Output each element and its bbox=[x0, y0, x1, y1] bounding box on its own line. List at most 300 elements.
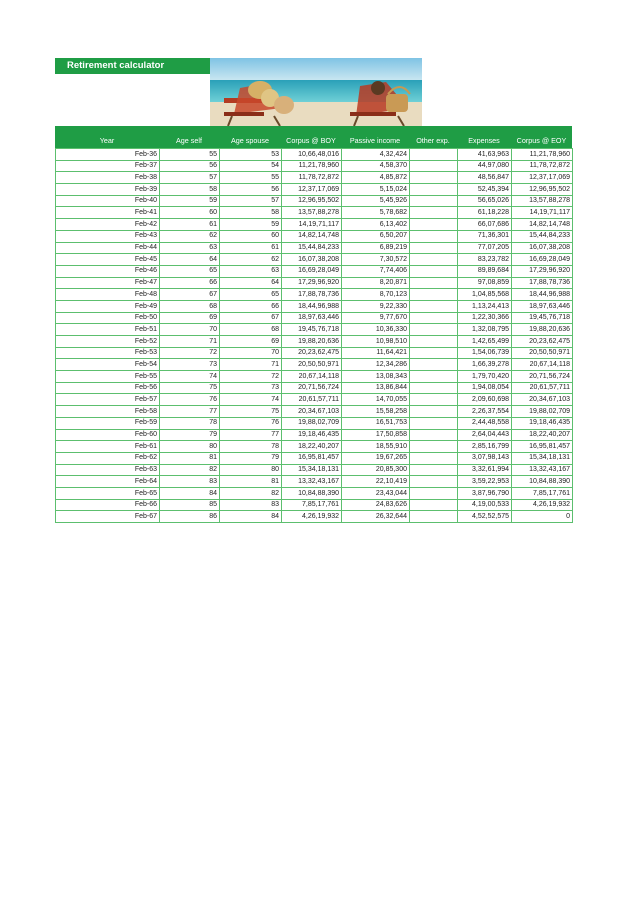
cell-corpus-eoy: 13,57,88,278 bbox=[512, 195, 573, 207]
cell-other-exp bbox=[410, 160, 458, 172]
cell-corpus-boy: 18,44,96,988 bbox=[282, 300, 342, 312]
cell-year: Feb-36 bbox=[56, 149, 160, 161]
table-row bbox=[56, 312, 573, 324]
cell-corpus-eoy: 15,44,84,233 bbox=[512, 230, 573, 242]
cell-other-exp bbox=[410, 195, 458, 207]
cell-passive-income: 9,77,670 bbox=[342, 312, 410, 324]
cell-age-self: 74 bbox=[160, 371, 220, 383]
cell-expenses: 4,19,00,533 bbox=[458, 499, 512, 511]
cell-year: Feb-48 bbox=[56, 289, 160, 301]
cell-age-spouse: 63 bbox=[220, 265, 282, 277]
cell-year: Feb-42 bbox=[56, 219, 160, 231]
cell-passive-income: 6,89,219 bbox=[342, 242, 410, 254]
cell-expenses: 48,56,847 bbox=[458, 172, 512, 184]
cell-corpus-eoy: 13,32,43,167 bbox=[512, 464, 573, 476]
table-row bbox=[56, 230, 573, 242]
cell-passive-income: 13,08,343 bbox=[342, 371, 410, 383]
table-row bbox=[56, 464, 573, 476]
cell-corpus-boy: 16,95,81,457 bbox=[282, 452, 342, 464]
cell-age-spouse: 84 bbox=[220, 511, 282, 523]
cell-passive-income: 5,78,682 bbox=[342, 207, 410, 219]
cell-year: Feb-52 bbox=[56, 336, 160, 348]
cell-expenses: 1,54,06,739 bbox=[458, 347, 512, 359]
cell-expenses: 2,09,60,698 bbox=[458, 394, 512, 406]
cell-corpus-boy: 16,69,28,049 bbox=[282, 265, 342, 277]
cell-other-exp bbox=[410, 324, 458, 336]
cell-age-spouse: 55 bbox=[220, 172, 282, 184]
cell-other-exp bbox=[410, 219, 458, 231]
cell-other-exp bbox=[410, 149, 458, 161]
cell-expenses: 2,44,48,558 bbox=[458, 417, 512, 429]
cell-expenses: 66,07,686 bbox=[458, 219, 512, 231]
cell-age-spouse: 57 bbox=[220, 195, 282, 207]
cell-year: Feb-56 bbox=[56, 382, 160, 394]
cell-corpus-boy: 15,44,84,233 bbox=[282, 242, 342, 254]
cell-other-exp bbox=[410, 476, 458, 488]
cell-other-exp bbox=[410, 406, 458, 418]
cell-corpus-boy: 11,21,78,960 bbox=[282, 160, 342, 172]
cell-age-spouse: 73 bbox=[220, 382, 282, 394]
cell-corpus-eoy: 20,61,57,711 bbox=[512, 382, 573, 394]
column-header-age-spouse: Age spouse bbox=[231, 136, 269, 145]
cell-expenses: 2,26,37,554 bbox=[458, 406, 512, 418]
cell-expenses: 52,45,394 bbox=[458, 184, 512, 196]
cell-passive-income: 22,10,419 bbox=[342, 476, 410, 488]
cell-corpus-eoy: 20,67,14,118 bbox=[512, 359, 573, 371]
cell-passive-income: 16,51,753 bbox=[342, 417, 410, 429]
cell-age-self: 64 bbox=[160, 254, 220, 266]
cell-corpus-eoy: 7,85,17,761 bbox=[512, 487, 573, 499]
table-row bbox=[56, 487, 573, 499]
cell-age-self: 72 bbox=[160, 347, 220, 359]
cell-passive-income: 26,32,644 bbox=[342, 511, 410, 523]
cell-age-self: 65 bbox=[160, 265, 220, 277]
cell-expenses: 77,07,205 bbox=[458, 242, 512, 254]
cell-age-self: 59 bbox=[160, 195, 220, 207]
table-row bbox=[56, 277, 573, 289]
cell-age-spouse: 66 bbox=[220, 300, 282, 312]
cell-expenses: 1,94,08,054 bbox=[458, 382, 512, 394]
cell-year: Feb-65 bbox=[56, 487, 160, 499]
table-row bbox=[56, 382, 573, 394]
cell-passive-income: 11,64,421 bbox=[342, 347, 410, 359]
cell-age-spouse: 59 bbox=[220, 219, 282, 231]
cell-year: Feb-51 bbox=[56, 324, 160, 336]
cell-passive-income: 5,15,024 bbox=[342, 184, 410, 196]
cell-year: Feb-38 bbox=[56, 172, 160, 184]
cell-expenses: 1,42,65,499 bbox=[458, 336, 512, 348]
cell-age-self: 56 bbox=[160, 160, 220, 172]
cell-age-spouse: 80 bbox=[220, 464, 282, 476]
cell-year: Feb-53 bbox=[56, 347, 160, 359]
cell-corpus-boy: 17,88,78,736 bbox=[282, 289, 342, 301]
cell-age-self: 55 bbox=[160, 149, 220, 161]
cell-corpus-eoy: 16,69,28,049 bbox=[512, 254, 573, 266]
cell-other-exp bbox=[410, 487, 458, 499]
cell-year: Feb-55 bbox=[56, 371, 160, 383]
cell-year: Feb-66 bbox=[56, 499, 160, 511]
cell-expenses: 3,32,61,994 bbox=[458, 464, 512, 476]
table-row bbox=[56, 359, 573, 371]
cell-year: Feb-44 bbox=[56, 242, 160, 254]
cell-expenses: 3,87,96,790 bbox=[458, 487, 512, 499]
cell-age-self: 78 bbox=[160, 417, 220, 429]
cell-age-spouse: 78 bbox=[220, 441, 282, 453]
cell-age-spouse: 71 bbox=[220, 359, 282, 371]
cell-corpus-eoy: 20,23,62,475 bbox=[512, 336, 573, 348]
cell-passive-income: 5,45,926 bbox=[342, 195, 410, 207]
cell-age-spouse: 79 bbox=[220, 452, 282, 464]
cell-other-exp bbox=[410, 277, 458, 289]
table-row bbox=[56, 499, 573, 511]
table-row bbox=[56, 254, 573, 266]
column-header-year: Year bbox=[99, 136, 115, 145]
cell-corpus-eoy: 11,21,78,960 bbox=[512, 149, 573, 161]
cell-age-spouse: 77 bbox=[220, 429, 282, 441]
cell-expenses: 3,59,22,953 bbox=[458, 476, 512, 488]
cell-age-spouse: 72 bbox=[220, 371, 282, 383]
cell-year: Feb-57 bbox=[56, 394, 160, 406]
cell-passive-income: 24,83,626 bbox=[342, 499, 410, 511]
cell-corpus-eoy: 16,07,38,208 bbox=[512, 242, 573, 254]
table-row bbox=[56, 336, 573, 348]
column-header-age-self: Age self bbox=[176, 136, 202, 145]
cell-corpus-eoy: 19,45,76,718 bbox=[512, 312, 573, 324]
cell-corpus-eoy: 17,29,96,920 bbox=[512, 265, 573, 277]
cell-passive-income: 13,86,844 bbox=[342, 382, 410, 394]
cell-corpus-boy: 20,50,50,971 bbox=[282, 359, 342, 371]
cell-other-exp bbox=[410, 184, 458, 196]
cell-other-exp bbox=[410, 289, 458, 301]
cell-age-self: 61 bbox=[160, 219, 220, 231]
cell-other-exp bbox=[410, 441, 458, 453]
cell-other-exp bbox=[410, 429, 458, 441]
cell-age-self: 62 bbox=[160, 230, 220, 242]
cell-age-spouse: 62 bbox=[220, 254, 282, 266]
cell-corpus-eoy: 14,19,71,117 bbox=[512, 207, 573, 219]
cell-expenses: 41,63,963 bbox=[458, 149, 512, 161]
cell-expenses: 4,52,52,575 bbox=[458, 511, 512, 523]
table-row bbox=[56, 219, 573, 231]
cell-corpus-boy: 20,61,57,711 bbox=[282, 394, 342, 406]
cell-corpus-boy: 19,88,20,636 bbox=[282, 336, 342, 348]
cell-corpus-boy: 16,07,38,208 bbox=[282, 254, 342, 266]
cell-passive-income: 7,30,572 bbox=[342, 254, 410, 266]
cell-expenses: 1,13,24,413 bbox=[458, 300, 512, 312]
cell-age-spouse: 58 bbox=[220, 207, 282, 219]
cell-year: Feb-47 bbox=[56, 277, 160, 289]
cell-corpus-eoy: 19,88,02,709 bbox=[512, 406, 573, 418]
cell-passive-income: 4,85,872 bbox=[342, 172, 410, 184]
cell-corpus-eoy: 20,71,56,724 bbox=[512, 371, 573, 383]
cell-passive-income: 19,67,265 bbox=[342, 452, 410, 464]
cell-expenses: 2,85,16,799 bbox=[458, 441, 512, 453]
cell-age-self: 73 bbox=[160, 359, 220, 371]
column-header-corpus-eoy: Corpus @ EOY bbox=[516, 136, 567, 145]
cell-other-exp bbox=[410, 371, 458, 383]
cell-corpus-boy: 7,85,17,761 bbox=[282, 499, 342, 511]
cell-corpus-boy: 10,66,48,016 bbox=[282, 149, 342, 161]
cell-expenses: 89,89,684 bbox=[458, 265, 512, 277]
cell-other-exp bbox=[410, 312, 458, 324]
cell-corpus-boy: 19,88,02,709 bbox=[282, 417, 342, 429]
cell-age-spouse: 54 bbox=[220, 160, 282, 172]
cell-age-self: 60 bbox=[160, 207, 220, 219]
table-row bbox=[56, 394, 573, 406]
cell-corpus-boy: 10,84,88,390 bbox=[282, 487, 342, 499]
cell-corpus-eoy: 18,44,96,988 bbox=[512, 289, 573, 301]
cell-year: Feb-50 bbox=[56, 312, 160, 324]
cell-age-self: 68 bbox=[160, 300, 220, 312]
cell-corpus-boy: 14,19,71,117 bbox=[282, 219, 342, 231]
cell-age-spouse: 69 bbox=[220, 336, 282, 348]
table-row bbox=[56, 184, 573, 196]
cell-passive-income: 18,55,910 bbox=[342, 441, 410, 453]
cell-corpus-boy: 19,45,76,718 bbox=[282, 324, 342, 336]
cell-expenses: 71,36,301 bbox=[458, 230, 512, 242]
cell-corpus-eoy: 20,50,50,971 bbox=[512, 347, 573, 359]
cell-other-exp bbox=[410, 242, 458, 254]
column-header-expenses: Expenses bbox=[468, 136, 500, 145]
cell-age-spouse: 53 bbox=[220, 149, 282, 161]
cell-other-exp bbox=[410, 499, 458, 511]
cell-year: Feb-58 bbox=[56, 406, 160, 418]
cell-other-exp bbox=[410, 359, 458, 371]
cell-corpus-eoy: 14,82,14,748 bbox=[512, 219, 573, 231]
cell-corpus-eoy: 18,22,40,207 bbox=[512, 429, 573, 441]
cell-age-spouse: 81 bbox=[220, 476, 282, 488]
cell-corpus-boy: 13,57,88,278 bbox=[282, 207, 342, 219]
cell-passive-income: 10,98,510 bbox=[342, 336, 410, 348]
cell-corpus-boy: 20,23,62,475 bbox=[282, 347, 342, 359]
cell-corpus-boy: 20,71,56,724 bbox=[282, 382, 342, 394]
cell-expenses: 3,07,98,143 bbox=[458, 452, 512, 464]
cell-year: Feb-59 bbox=[56, 417, 160, 429]
beach-illustration bbox=[210, 58, 422, 126]
cell-corpus-eoy: 10,84,88,390 bbox=[512, 476, 573, 488]
cell-year: Feb-64 bbox=[56, 476, 160, 488]
cell-age-self: 85 bbox=[160, 499, 220, 511]
cell-year: Feb-63 bbox=[56, 464, 160, 476]
cell-corpus-eoy: 17,88,78,736 bbox=[512, 277, 573, 289]
cell-expenses: 1,79,70,420 bbox=[458, 371, 512, 383]
table-row bbox=[56, 324, 573, 336]
cell-passive-income: 20,85,300 bbox=[342, 464, 410, 476]
column-header-passive-income: Passive income bbox=[349, 136, 401, 145]
cell-corpus-boy: 18,97,63,446 bbox=[282, 312, 342, 324]
cell-age-self: 58 bbox=[160, 184, 220, 196]
table-row bbox=[56, 265, 573, 277]
cell-passive-income: 15,58,258 bbox=[342, 406, 410, 418]
cell-age-self: 57 bbox=[160, 172, 220, 184]
cell-passive-income: 8,70,123 bbox=[342, 289, 410, 301]
cell-corpus-eoy: 12,37,17,069 bbox=[512, 172, 573, 184]
table-header bbox=[55, 126, 572, 148]
table-row bbox=[56, 289, 573, 301]
table-row bbox=[56, 371, 573, 383]
column-header-other-exp: Other exp. bbox=[416, 136, 450, 145]
cell-other-exp bbox=[410, 300, 458, 312]
cell-expenses: 1,04,85,568 bbox=[458, 289, 512, 301]
cell-corpus-eoy: 0 bbox=[512, 511, 573, 523]
cell-other-exp bbox=[410, 382, 458, 394]
cell-corpus-eoy: 11,78,72,872 bbox=[512, 160, 573, 172]
table-row bbox=[56, 441, 573, 453]
cell-expenses: 2,64,04,443 bbox=[458, 429, 512, 441]
cell-passive-income: 17,50,858 bbox=[342, 429, 410, 441]
cell-age-self: 66 bbox=[160, 277, 220, 289]
cell-corpus-boy: 20,67,14,118 bbox=[282, 371, 342, 383]
cell-year: Feb-45 bbox=[56, 254, 160, 266]
cell-age-self: 83 bbox=[160, 476, 220, 488]
cell-corpus-eoy: 12,96,95,502 bbox=[512, 184, 573, 196]
cell-year: Feb-61 bbox=[56, 441, 160, 453]
cell-corpus-boy: 20,34,67,103 bbox=[282, 406, 342, 418]
cell-age-self: 71 bbox=[160, 336, 220, 348]
cell-corpus-boy: 19,18,46,435 bbox=[282, 429, 342, 441]
cell-expenses: 83,23,782 bbox=[458, 254, 512, 266]
cell-other-exp bbox=[410, 417, 458, 429]
cell-age-spouse: 60 bbox=[220, 230, 282, 242]
cell-corpus-eoy: 4,26,19,932 bbox=[512, 499, 573, 511]
cell-other-exp bbox=[410, 452, 458, 464]
cell-year: Feb-43 bbox=[56, 230, 160, 242]
cell-other-exp bbox=[410, 394, 458, 406]
table-row bbox=[56, 406, 573, 418]
cell-corpus-boy: 13,32,43,167 bbox=[282, 476, 342, 488]
cell-passive-income: 10,36,330 bbox=[342, 324, 410, 336]
cell-age-self: 79 bbox=[160, 429, 220, 441]
cell-other-exp bbox=[410, 336, 458, 348]
cell-passive-income: 4,58,370 bbox=[342, 160, 410, 172]
cell-age-self: 82 bbox=[160, 464, 220, 476]
table-row bbox=[56, 172, 573, 184]
cell-passive-income: 23,43,044 bbox=[342, 487, 410, 499]
cell-expenses: 1,22,30,366 bbox=[458, 312, 512, 324]
table-row bbox=[56, 511, 573, 523]
cell-corpus-boy: 18,22,40,207 bbox=[282, 441, 342, 453]
cell-passive-income: 7,74,406 bbox=[342, 265, 410, 277]
cell-corpus-boy: 14,82,14,748 bbox=[282, 230, 342, 242]
cell-age-spouse: 64 bbox=[220, 277, 282, 289]
cell-corpus-eoy: 18,97,63,446 bbox=[512, 300, 573, 312]
cell-passive-income: 14,70,055 bbox=[342, 394, 410, 406]
cell-year: Feb-54 bbox=[56, 359, 160, 371]
cell-expenses: 44,97,080 bbox=[458, 160, 512, 172]
cell-corpus-eoy: 16,95,81,457 bbox=[512, 441, 573, 453]
cell-age-spouse: 70 bbox=[220, 347, 282, 359]
cell-age-self: 86 bbox=[160, 511, 220, 523]
cell-expenses: 1,66,39,278 bbox=[458, 359, 512, 371]
cell-other-exp bbox=[410, 172, 458, 184]
cell-corpus-eoy: 15,34,18,131 bbox=[512, 452, 573, 464]
table-row bbox=[56, 160, 573, 172]
cell-age-spouse: 56 bbox=[220, 184, 282, 196]
cell-year: Feb-37 bbox=[56, 160, 160, 172]
cell-age-self: 81 bbox=[160, 452, 220, 464]
cell-age-self: 75 bbox=[160, 382, 220, 394]
cell-corpus-boy: 12,96,95,502 bbox=[282, 195, 342, 207]
table-row bbox=[56, 429, 573, 441]
column-header-corpus-boy: Corpus @ BOY bbox=[286, 136, 336, 145]
cell-other-exp bbox=[410, 265, 458, 277]
table-row bbox=[56, 452, 573, 464]
cell-age-self: 69 bbox=[160, 312, 220, 324]
table-row bbox=[56, 300, 573, 312]
cell-age-self: 77 bbox=[160, 406, 220, 418]
cell-passive-income: 6,13,402 bbox=[342, 219, 410, 231]
cell-age-spouse: 65 bbox=[220, 289, 282, 301]
cell-passive-income: 6,50,207 bbox=[342, 230, 410, 242]
cell-corpus-eoy: 20,34,67,103 bbox=[512, 394, 573, 406]
cell-year: Feb-49 bbox=[56, 300, 160, 312]
cell-age-self: 80 bbox=[160, 441, 220, 453]
cell-other-exp bbox=[410, 230, 458, 242]
table-row bbox=[56, 149, 573, 161]
cell-expenses: 61,18,228 bbox=[458, 207, 512, 219]
cell-year: Feb-62 bbox=[56, 452, 160, 464]
cell-corpus-boy: 11,78,72,872 bbox=[282, 172, 342, 184]
cell-other-exp bbox=[410, 207, 458, 219]
table-row bbox=[56, 417, 573, 429]
cell-corpus-boy: 15,34,18,131 bbox=[282, 464, 342, 476]
table-row bbox=[56, 195, 573, 207]
table-row bbox=[56, 476, 573, 488]
cell-passive-income: 8,20,871 bbox=[342, 277, 410, 289]
cell-age-spouse: 68 bbox=[220, 324, 282, 336]
cell-year: Feb-46 bbox=[56, 265, 160, 277]
cell-passive-income: 9,22,330 bbox=[342, 300, 410, 312]
cell-age-spouse: 83 bbox=[220, 499, 282, 511]
cell-corpus-eoy: 19,88,20,636 bbox=[512, 324, 573, 336]
cell-corpus-boy: 12,37,17,069 bbox=[282, 184, 342, 196]
cell-year: Feb-67 bbox=[56, 511, 160, 523]
cell-corpus-boy: 17,29,96,920 bbox=[282, 277, 342, 289]
cell-passive-income: 12,34,286 bbox=[342, 359, 410, 371]
cell-age-spouse: 74 bbox=[220, 394, 282, 406]
table-row bbox=[56, 347, 573, 359]
retirement-table bbox=[55, 148, 573, 523]
cell-age-spouse: 67 bbox=[220, 312, 282, 324]
cell-year: Feb-60 bbox=[56, 429, 160, 441]
cell-other-exp bbox=[410, 254, 458, 266]
cell-age-self: 63 bbox=[160, 242, 220, 254]
table-body bbox=[56, 149, 573, 523]
cell-age-spouse: 82 bbox=[220, 487, 282, 499]
cell-expenses: 1,32,08,795 bbox=[458, 324, 512, 336]
cell-year: Feb-39 bbox=[56, 184, 160, 196]
page-title: Retirement calculator bbox=[55, 58, 210, 74]
beach-photo bbox=[210, 58, 422, 126]
cell-corpus-boy: 4,26,19,932 bbox=[282, 511, 342, 523]
cell-passive-income: 4,32,424 bbox=[342, 149, 410, 161]
cell-other-exp bbox=[410, 511, 458, 523]
cell-age-self: 84 bbox=[160, 487, 220, 499]
cell-expenses: 56,65,026 bbox=[458, 195, 512, 207]
cell-expenses: 97,08,859 bbox=[458, 277, 512, 289]
cell-age-self: 76 bbox=[160, 394, 220, 406]
table-row bbox=[56, 242, 573, 254]
cell-age-spouse: 75 bbox=[220, 406, 282, 418]
cell-year: Feb-41 bbox=[56, 207, 160, 219]
cell-year: Feb-40 bbox=[56, 195, 160, 207]
cell-age-spouse: 76 bbox=[220, 417, 282, 429]
cell-age-self: 70 bbox=[160, 324, 220, 336]
cell-other-exp bbox=[410, 347, 458, 359]
cell-age-spouse: 61 bbox=[220, 242, 282, 254]
cell-age-self: 67 bbox=[160, 289, 220, 301]
table-row bbox=[56, 207, 573, 219]
